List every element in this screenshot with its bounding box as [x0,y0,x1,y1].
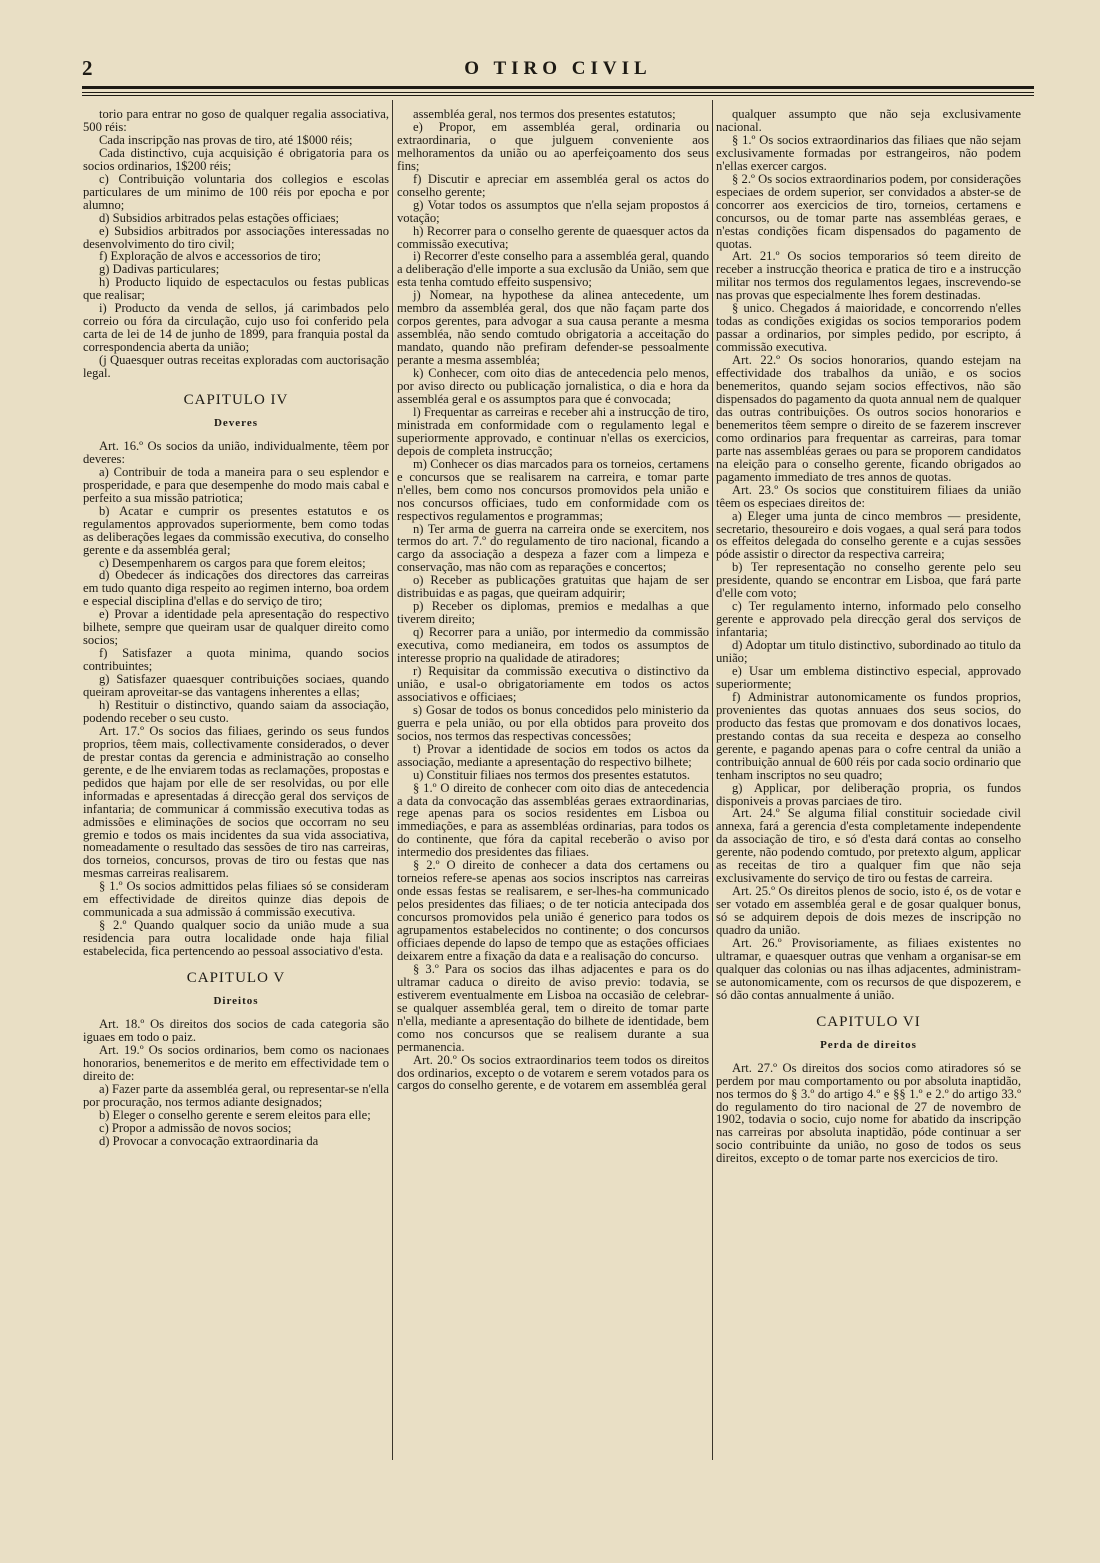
paragraph: § 1.º Os socios extraordinarios das filiaes que não sejam exclusivamente formadas por estrangeiros, não podem n'ellas exercer cargos. [716,132,1021,173]
paragraph: h) Restituir o distinctivo, quando saiam da associação, podendo receber o seu custo. [83,697,389,725]
paragraph: c) Ter regulamento interno, informado pelo conselho gerente e approvado pela direcção geral dos serviços de infantaria; [716,599,1021,640]
paragraph: d) Adoptar um titulo distinctivo, subordinado ao titulo da união; [716,638,1021,666]
page-header [82,56,1034,86]
paragraph: g) Votar todos os assumptos que n'ella sejam propostos á votação; [397,197,709,225]
paragraph: e) Usar um emblema distinctivo especial, approvado superiormente; [716,663,1021,691]
paragraph: Art. 19.º Os socios ordinarios, bem como os nacionaes honorarios, benemeritos e de merito em effectividade tem o direito de: [83,1042,389,1083]
paragraph: e) Provar a identidade pela apresentação do respectivo bilhete, sempre que queiram usar de qualquer direito como socios; [83,607,389,648]
paragraph: Art. 21.º Os socios temporarios só teem direito de receber a instrucção theorica e pratica de tiro e a instrucção militar nos termos dos regulamentos legaes, inscrevendo-se nas provas que especialmente lhes forem destinadas. [716,249,1021,303]
header-rule-thin [82,92,1034,93]
paragraph: b) Eleger o conselho gerente e serem eleitos para elle; [99,1107,371,1122]
chapter-heading: CAPITULO IV [183,392,289,409]
paragraph: § unico. Chegados á maioridade, e concorrendo n'elles todas as condições exigidas os socios temporarios podem passar a ordinarios, por simples pedido, por escripto, á commissão executiva. [716,301,1021,355]
paragraph: f) Administrar autonomicamente os fundos proprios, provenientes das quotas annuaes dos seus socios, do producto das festas que promovam e dos donativos locaes, prestando contas da sua receita e despeza ao conselho gerente, e pagando apenas para o cofre central da união a contribuição annual de 600 réis por cada socio ordinario que tenham inscriptos no seu quadro; [716,689,1021,782]
paragraph: § 2.º Quando qualquer socio da união mude a sua residencia para outra localidade onde haja filial estabelecida, fica pertencendo ao pessoal associativo d'esta. [83,918,389,959]
column-separator [392,100,393,1460]
paragraph: p) Receber os diplomas, premios e medalhas a que tiverem direito; [397,599,709,627]
paragraph: i) Producto da venda de sellos, já carimbados pelo correio ou fóra da circulação, cujo uso foi conferido pela carta de lei de 14 de junho de 1899, para franquia postal da correspondencia aberta da união; [83,301,389,355]
paragraph: l) Frequentar as carreiras e receber ahi a instrucção de tiro, ministrada em conformidade com o regulamento legal e superiormente approvado, e continuar n'ellas os exercicios, depois de completa instrucção; [397,404,709,458]
paragraph: u) Constituir filiaes nos termos dos presentes estatutos. [413,767,691,782]
paragraph: h) Recorrer para o conselho gerente de quaesquer actos da commissão executiva; [397,223,709,251]
chapter-heading: CAPITULO VI [816,1013,921,1030]
paragraph: qualquer assumpto que não seja exclusivamente nacional. [716,108,1021,134]
chapter-heading: CAPITULO V [186,970,286,987]
paragraph: e) Propor, em assembléa geral, ordinaria ou extraordinaria, o que julguem conveniente aos melhoramentos da união ou ao aperfeiçoamento dos seus fins; [397,119,709,173]
paragraph: b) Acatar e cumprir os presentes estatutos e os regulamentos approvados superiormente, bem como todas as deliberações legaes da commissão executiva, do conselho gerente e da assembléa geral; [83,503,389,557]
header-rule-thin-2 [82,95,1034,96]
paragraph: r) Requisitar da commissão executiva o distinctivo da união, e usal-o obrigatoriamente em todos os actos associativos e officiaes; [397,663,709,704]
paragraph: q) Recorrer para a união, por intermedio da commissão executiva, como medianeira, em todos os assumptos de interesse proprio na qualidade de atiradores; [397,625,709,666]
paragraph: Art. 24.º Se alguma filial constituir sociedade civil annexa, fará a gerencia d'esta completamente independente da associação de tiro, e só d'esta dará contas ao conselho gerente, não podendo comtudo, por pretexto algum, applicar as receitas de tiro a qualquer fim que não seja exclusivamente do serviço de tiro ou festas de carreira. [716,806,1021,886]
paragraph: Art. 18.º Os direitos dos socios de cada categoria são iguaes em todo o paiz. [83,1016,389,1044]
paragraph: g) Applicar, por deliberação propria, os fundos disponiveis a provas parciaes de tiro. [716,780,1021,808]
paragraph: Art. 25.º Os direitos plenos de socio, isto é, os de votar e ser votado em assembléa geral e de gosar qualquer bonus, só se adquirem depois de dois mezes de inscripção no quadro da união. [716,884,1021,938]
paragraph: c) Propor a admissão de novos socios; [99,1120,292,1135]
paragraph: e) Subsidios arbitrados por associações interessadas no desenvolvimento do tiro civil; [83,223,389,251]
paragraph: § 3.º Para os socios das ilhas adjacentes e para os do ultramar caduca o direito de aviso previo: todavia, se estiverem eventualmente em Lisboa na occasião de celebrar-se qualquer assembléa geral, tem o direito de tomar parte n'ella, mediante a apresentação do bilhete de identidade, bem como nos concursos que se realisem durante a sua permanencia. [397,961,709,1054]
paragraph: h) Producto liquido de espectaculos ou festas publicas que realisar; [83,275,389,303]
paragraph: a) Eleger uma junta de cinco membros — presidente, secretario, thesoureiro e dois vogaes, a qual será para todos os effeitos delegada do conselho gerente e a cujas sessões póde assistir o director da respectiva carreira; [716,508,1021,562]
paragraph: f) Discutir e apreciar em assembléa geral os actos do conselho gerente; [397,171,709,199]
paragraph: d) Provocar a convocação extraordinaria da [99,1133,319,1148]
paragraph: f) Exploração de alvos e accessorios de tiro; [99,249,322,264]
paragraph: Art. 23.º Os socios que constituirem filiaes da união têem os especiaes direitos de: [716,482,1021,510]
column-separator [712,100,713,1460]
column-3 [716,108,1021,1460]
section-subheading: Direitos [213,995,259,1007]
paragraph: c) Desempenharem os cargos para que forem eleitos; [99,555,366,570]
paragraph: b) Ter representação no conselho gerente pelo seu presidente, quando se encontrar em Lisboa, que fará parte d'elle com voto; [716,560,1021,601]
paragraph: assembléa geral, nos termos dos presentes estatutos; [413,108,676,121]
paragraph: g) Dadivas particulares; [99,262,220,277]
paragraph: a) Fazer parte da assembléa geral, ou representar-se n'ella por procuração, nos termos adiante designados; [83,1081,389,1109]
paragraph: (j Quaesquer outras receitas exploradas com auctorisação legal. [83,353,389,381]
paragraph: Art. 22.º Os socios honorarios, quando estejam na effectividade dos trabalhos da união, e os socios benemeritos, quando sejam socios effectivos, não são dispensados do pagamento da quota annual nem de qualquer das outras contribuições. Os outros socios honorarios e benemeritos têem sempre o direito de se fazerem inscrever como ordinarios para frequentar as carreiras, para tomar parte nas assembléas geraes ou para se proporem candidatos na eleição para o conselho gerente, ficando obrigados ao pagamento immediato de tres annos de quotas. [716,353,1021,484]
paragraph: Cada inscripção nas provas de tiro, até 1$000 réis; [99,132,353,147]
paragraph: n) Ter arma de guerra na carreira onde se exercitem, nos termos do art. 7.º do regulamento de tiro nacional, ficando a cargo da associação a despeza a fazer com a limpeza e conservação, mas não com as reparações e concertos; [397,521,709,575]
paragraph: f) Satisfazer a quota minima, quando socios contribuintes; [83,646,389,674]
paragraph: Art. 26.º Provisoriamente, as filiaes existentes no ultramar, e quaesquer outras que venham a organisar-se em qualquer das colonias ou nas ilhas adjacentes, administram-se autonomicamente, com os recursos de que dispozerem, e só dão contas annualmente á união. [716,936,1021,1002]
paragraph: d) Subsidios arbitrados pelas estações officiaes; [99,210,340,225]
paragraph: § 2.º Os socios extraordinarios podem, por considerações especiaes de ordem superior, ser convidados a abster-se de concorrer aos exercicios de tiro, torneios, certamens e concursos, ou de tomar parte nas assembléas geraes, e n'estas condições ficam dispensados do pagamento de quotas. [716,171,1021,251]
paragraph: s) Gosar de todos os bonus concedidos pelo ministerio da guerra e pela união, ou por ella obtidos para proveito dos socios, nos termos das respectivas concessões; [397,702,709,743]
header-rule-thick [82,86,1034,89]
paragraph: § 2.º O direito de conhecer a data dos certamens ou torneios refere-se apenas aos socios inscriptos nas carreiras onde essas festas se realisarem, e ser-lhes-ha communicado pelos presidentes das filiaes; o de ter noticia antecipada dos concursos promovidos pela união é generico para todos os agrupamentos estabelecidos no continente; o dos concursos officiaes depende do lapso de tempo que as estações officiaes deixarem entre a fixação da data e a realisação do concurso. [397,858,709,963]
paragraph: k) Conhecer, com oito dias de antecedencia pelo menos, por aviso directo ou publicação jornalistica, o dia e hora da assembléa geral e os assumptos para que é convocada; [397,366,709,406]
paragraph: Art. 20.º Os socios extraordinarios teem todos os direitos dos ordinarios, excepto o de votarem e serem votados para os cargos do conselho gerente, e de votarem em assembléa geral [397,1052,709,1093]
paragraph: t) Provar a identidade de socios em todos os actos da associação, mediante a apresentação do respectivo bilhete; [397,741,709,769]
paragraph: Art. 27.º Os direitos dos socios como atiradores só se perdem por mau comportamento ou por absoluta inaptidão, nos termos do § 3.º do artigo 4.º e §§ 1.º e 2.º do artigo 33.º do regulamento do tiro nacional de 27 de novembro de 1902, todavia o socio, cujo nome for abatido da inscripção nas carreiras por absoluta inaptidão, póde continuar a ser socio contribuinte da união, no goso de todos os seus direitos, excepto o de tomar parte nos exercicios de tiro. [716,1060,1021,1166]
masthead-title: O TIRO CIVIL [464,58,652,79]
paragraph: a) Contribuir de toda a maneira para o seu esplendor e prosperidade, e para que desempenhe do modo mais cabal e perfeito a sua missão patriotica; [83,464,389,505]
paragraph: Cada distinctivo, cuja acquisição é obrigatoria para os socios ordinarios, 1$200 réis; [83,145,389,173]
paragraph: Art. 17.º Os socios das filiaes, gerindo os seus fundos proprios, têem mais, collectivamente considerados, o dever de prestar contas da gerencia e administração ao conselho gerente, e de lhe enviarem todas as reclamações, propostas e pedidos que hajam por elle de ser resolvidas, ou por elle informadas e apresentadas á direcção geral dos serviços de infantaria; de communicar á commissão executiva todas as admissões e eliminações de socios que occorram no seu gremio e todos os mais incidentes da sua vida associativa, nomeadamente o resultado das sessões de tiro nas carreiras, dos torneios, concursos, provas de tiro ou festas que nas mesmas carreiras realisarem. [83,723,389,881]
column-1 [83,108,389,1460]
paragraph: c) Contribuição voluntaria dos collegios e escolas particulares de um minimo de 100 réis por epocha e por alumno; [83,171,389,212]
column-2 [397,108,709,1460]
paragraph: j) Nomear, na hypothese da alinea antecedente, um membro da assembléa geral, dos que não façam parte dos corpos gerentes, para advogar a sua causa perante a mesma assembléa, não sendo comtudo obrigatoria a acceitação do mandato, quando não prefiram defender-se pessoalmente perante a mesma assembléa; [397,288,709,368]
paragraph: Art. 16.º Os socios da união, individualmente, têem por deveres: [83,438,389,466]
paragraph: torio para entrar no goso de qualquer regalia associativa, 500 réis: [83,108,389,134]
section-subheading: Deveres [213,416,259,429]
paragraph: d) Obedecer ás indicações dos directores das carreiras em tudo quanto diga respeito ao regimen interno, boa ordem e especial disciplina d'ellas e do serviço de tiro; [83,568,389,609]
paragraph: m) Conhecer os dias marcados para os torneios, certamens e concursos que se realisarem na carreira, e tomar parte n'elles, bem como nos concursos promovidos pela união e nos concursos officiaes, tudo em conformidade com os respectivos regulamentos e programmas; [397,456,709,523]
paragraph: o) Receber as publicações gratuitas que hajam de ser distribuidas e as pagas, que queiram adquirir; [397,573,709,601]
page-number: 2 [82,56,93,80]
paragraph: g) Satisfazer quaesquer contribuições sociaes, quando queiram aproveitar-se das vantagens inherentes a ellas; [83,672,389,700]
paragraph: i) Recorrer d'este conselho para a assembléa geral, quando a deliberação d'elle importe a sua exclusão da União, sem que esta tenha comtudo effeito suspensivo; [397,249,709,290]
paragraph: § 1.º O direito de conhecer com oito dias de antecedencia a data da convocação das assembléas geraes extraordinarias, rege apenas para os socios residentes em Lisboa ou immediações, e para as assembléas ordinarias, para todos os do continente, que fóra da capital receberão o aviso por intermedio dos presidentes das filiaes. [397,780,709,860]
paragraph: § 1.º Os socios admittidos pelas filiaes só se consideram em effectividade de direitos quinze dias depois de communicada a sua admissão á commissão executiva. [83,879,389,920]
section-subheading: Perda de direitos [820,1038,917,1051]
